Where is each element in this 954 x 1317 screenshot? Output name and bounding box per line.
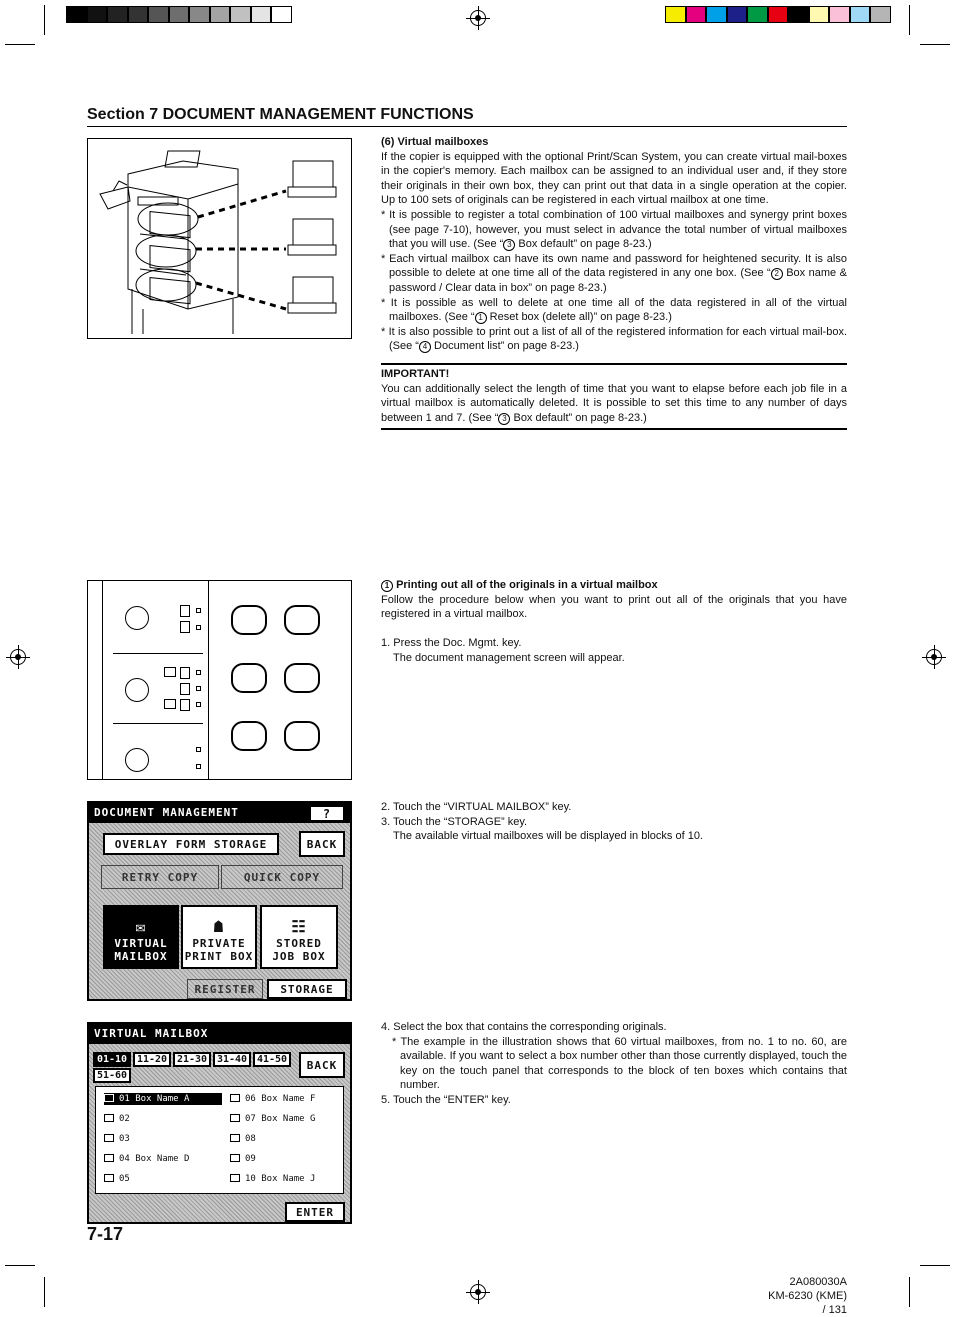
copier-mailbox-illustration (87, 138, 352, 339)
register-button[interactable]: REGISTER (187, 979, 263, 999)
registration-mark-right (926, 649, 942, 665)
mailbox-item[interactable] (104, 1093, 222, 1105)
mailbox-label: 01 Box Name A (119, 1094, 190, 1104)
virtual-mailboxes-heading: (6) Virtual mailboxes (381, 136, 489, 148)
folder-icon (104, 1114, 114, 1122)
folder-icon (104, 1134, 114, 1142)
step-3: 3. Touch the “STORAGE” key. (381, 815, 528, 828)
mailbox-label: 02 (119, 1114, 130, 1124)
mailbox-item[interactable] (104, 1153, 222, 1165)
note-2: * Each virtual mailbox can have its own name and password for heightened security. It is also possible to delete at one time all of the data registered in any one box. (See “ 2 Box name & password / Clear data in box” on page 8-23.) (381, 252, 848, 294)
step-2: 2. Touch the “VIRTUAL MAILBOX” key. (381, 801, 572, 813)
gray-swatch (128, 6, 149, 23)
folder-icon (230, 1114, 240, 1122)
gray-swatch (107, 6, 128, 23)
mailbox-label: 06 Box Name F (245, 1094, 316, 1104)
steps-2-3 (381, 800, 847, 844)
document-management-panel (87, 801, 352, 1001)
retry-copy-button[interactable]: RETRY COPY (101, 865, 219, 889)
gray-swatch (87, 6, 108, 23)
mailbox-item[interactable] (230, 1093, 348, 1105)
mailbox-label: 09 (245, 1154, 256, 1164)
important-box (381, 367, 847, 425)
box-range-tab[interactable]: 21-30 (173, 1052, 211, 1067)
step-4-note: * The example in the illustration shows that 60 virtual mailboxes, from no. 1 to no. 60, are available. If you want to select a box number other than those currently displayed, touch the key on the touch panel that corresponds to the block of ten boxes which contains that number. (392, 1035, 847, 1092)
step-1-sub: The document management screen will appear. (393, 651, 625, 664)
header-rule (87, 126, 847, 127)
doc-code: 2A080030A KM-6230 (KME) / 131 (768, 1276, 847, 1316)
step-5: 5. Touch the “ENTER” key. (381, 1093, 511, 1106)
steps-4-5 (381, 1020, 847, 1108)
mailbox-item[interactable] (230, 1133, 348, 1145)
help-button[interactable]: ? (309, 805, 345, 822)
registration-mark-left (10, 649, 26, 665)
folder-icon (230, 1134, 240, 1142)
folder-icon (104, 1174, 114, 1182)
color-swatch (870, 6, 891, 23)
important-rule-top (381, 363, 847, 365)
color-swatch (788, 6, 809, 23)
enter-button[interactable]: ENTER (285, 1202, 345, 1222)
stored-job-box-button[interactable]: ☷ STORED JOB BOX (260, 905, 338, 969)
gray-swatch (230, 6, 251, 23)
gray-swatch (251, 6, 272, 23)
gray-swatch (210, 6, 231, 23)
printing-intro: Follow the procedure below when you want to print out all of the originals that you have registered in a virtual mailbox. (381, 593, 847, 621)
color-swatch (768, 6, 789, 23)
folder-icon (230, 1174, 240, 1182)
mailbox-item[interactable] (104, 1133, 222, 1145)
mailbox-item[interactable] (230, 1173, 348, 1185)
box-range-tab[interactable]: 41-50 (253, 1052, 291, 1067)
private-print-box-button[interactable]: ☗ PRIVATE PRINT BOX (181, 905, 257, 969)
registration-mark-bottom (470, 1284, 486, 1300)
mailbox-list (95, 1086, 344, 1194)
color-swatch (665, 6, 686, 23)
mailbox-label: 10 Box Name J (245, 1174, 316, 1184)
note-1: * It is possible to register a total combination of 100 virtual mailboxes and synergy print boxes (see page 7-10), however, you must select in advance the total number of virtual mailboxes that you will use. (See “ 3 Box default” on page 8-23.) (381, 208, 847, 251)
note-4: * It is also possible to print out a list of all of the registered information for each virtual mail-box. (See “ 4 Document list” on page 8-23.) (381, 325, 847, 353)
mailbox-label: 04 Box Name D (119, 1154, 190, 1164)
mailbox-item[interactable] (230, 1153, 348, 1165)
important-label: IMPORTANT! (381, 368, 450, 380)
mailbox-label: 07 Box Name G (245, 1114, 316, 1124)
color-swatch (727, 6, 748, 23)
printing-heading: 1 Printing out all of the originals in a virtual mailbox (381, 578, 847, 593)
color-swatch (829, 6, 850, 23)
gray-swatch (148, 6, 169, 23)
folder-icon (230, 1094, 240, 1102)
vm-back-button[interactable]: BACK (299, 1052, 345, 1078)
page-number: 7-17 (87, 1224, 124, 1244)
folder-icon (230, 1154, 240, 1162)
user-document-icon: ☗ (213, 917, 225, 936)
storage-button[interactable]: STORAGE (267, 979, 347, 999)
virtual-mailboxes-intro: If the copier is equipped with the optional Print/Scan System, you can create virtual mail-boxes in the copier's memory. Each mailbox can be assigned to an individual user and, if they store their originals in their own box, they can print out that data in a single operation at the copier. Up to 100 sets of originals can be registered in each virtual mailbox at one time. (381, 150, 847, 207)
important-text: You can additionally select the length of time that you want to elapse before each job file in a virtual mailbox is automatically deleted. It is possible to set this time to any number of days between 1 and 7. (See “ 3 Box default” on page 8-23.) (381, 382, 847, 424)
gray-swatch (271, 6, 292, 23)
step-3-sub: The available virtual mailboxes will be displayed in blocks of 10. (393, 830, 703, 843)
mailbox-item[interactable] (230, 1113, 348, 1125)
color-swatch (747, 6, 768, 23)
step-4: 4. Select the box that contains the corresponding originals. (381, 1021, 667, 1033)
mailbox-item[interactable] (104, 1113, 222, 1125)
mailbox-item[interactable] (104, 1173, 222, 1185)
mailbox-label: 08 (245, 1134, 256, 1144)
group-document-icon: ☷ (291, 917, 307, 936)
section-title: Section 7 DOCUMENT MANAGEMENT FUNCTIONS (87, 106, 474, 123)
virtual-mailbox-panel (87, 1022, 352, 1224)
vm-title-bar: VIRTUAL MAILBOX (89, 1024, 350, 1044)
color-swatch (686, 6, 707, 23)
registration-mark-top (470, 10, 486, 26)
color-swatch (809, 6, 830, 23)
box-range-tab[interactable]: 51-60 (93, 1068, 131, 1083)
folder-icon (104, 1154, 114, 1162)
control-panel-illustration (87, 580, 352, 780)
gray-swatch (66, 6, 87, 23)
gray-swatch (189, 6, 210, 23)
printing-section (381, 578, 847, 666)
box-range-tab[interactable]: 31-40 (213, 1052, 251, 1067)
doc-mgmt-title-bar: DOCUMENT MANAGEMENT (89, 803, 350, 823)
color-swatch (850, 6, 871, 23)
envelope-user-icon: ✉ (135, 917, 147, 936)
gray-swatch (169, 6, 190, 23)
mailbox-label: 03 (119, 1134, 130, 1144)
back-button[interactable]: BACK (299, 831, 345, 857)
overlay-form-storage-button[interactable]: OVERLAY FORM STORAGE (103, 833, 279, 855)
important-rule-bottom (381, 428, 847, 430)
box-range-tab[interactable]: 01-10 (93, 1052, 131, 1067)
folder-icon (104, 1094, 114, 1102)
note-3: * It is possible as well to delete at one time all of the data registered in all of the virtual mailboxes. (See “ 1 Reset box (delete all)” on page 8-23.) (381, 296, 847, 324)
virtual-mailbox-button[interactable]: ✉ VIRTUAL MAILBOX (103, 905, 179, 969)
step-1: 1. Press the Doc. Mgmt. key. (381, 637, 522, 650)
box-range-tab[interactable]: 11-20 (133, 1052, 171, 1067)
virtual-mailboxes-section (381, 135, 847, 354)
mailbox-label: 05 (119, 1174, 130, 1184)
color-swatch (706, 6, 727, 23)
quick-copy-button[interactable]: QUICK COPY (221, 865, 343, 889)
